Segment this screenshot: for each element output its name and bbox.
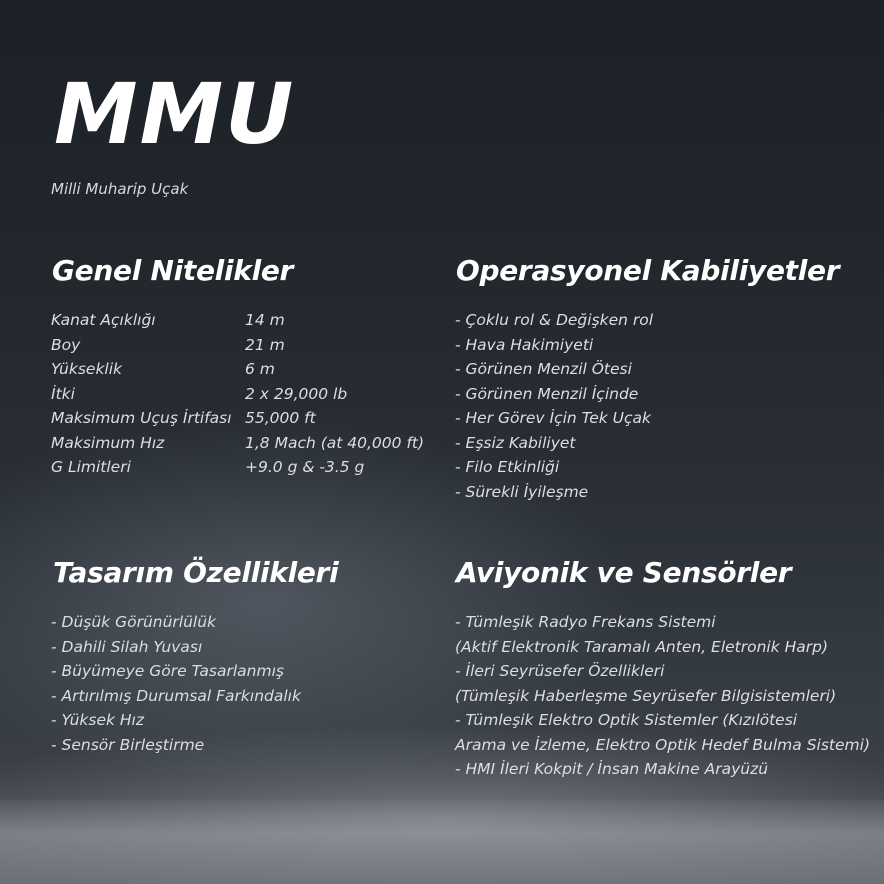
list-item: (Tümleşik Haberleşme Seyrüsefer Bilgisistemleri) (455, 686, 837, 705)
spec-value: 2 x 29,000 lb (245, 384, 348, 403)
list-item: - Tümleşik Elektro Optik Sistemler (Kızılötesi (455, 711, 798, 729)
spec-label: Kanat Açıklığı (51, 311, 156, 329)
list-item: - Sürekli İyileşme (455, 482, 589, 501)
list-item: - Eşsiz Kabiliyet (455, 433, 576, 452)
spec-label: G Limitleri (51, 458, 131, 476)
design-list (51, 610, 301, 757)
spec-value: +9.0 g & -3.5 g (245, 458, 365, 476)
list-item: - İleri Seyrüsefer Özellikleri (455, 662, 665, 680)
list-item: Arama ve İzleme, Elektro Optik Hedef Bulma Sistemi) (455, 735, 870, 754)
spec-row (51, 455, 424, 480)
design-heading: Tasarım Özellikleri (53, 556, 339, 589)
avionics-heading: Aviyonik ve Sensörler (456, 556, 792, 589)
spec-row (51, 382, 424, 407)
avionics-list (455, 610, 870, 782)
list-item: - Görünen Menzil Ötesi (455, 360, 632, 378)
list-item: - Yüksek Hız (51, 711, 144, 729)
spec-row (51, 333, 424, 358)
list-item: - Artırılmış Durumsal Farkındalık (51, 686, 301, 705)
list-item: - Çoklu rol & Değişken rol (455, 311, 654, 329)
spec-label: İtki (51, 384, 75, 403)
spec-label: Maksimum Hız (51, 433, 165, 452)
list-item: - Hava Hakimiyeti (455, 335, 594, 354)
spec-value: 21 m (245, 335, 285, 354)
spec-row (51, 308, 424, 333)
page-title: MMU (54, 65, 296, 163)
operational-list (455, 308, 653, 504)
spec-row (51, 406, 424, 431)
list-item: (Aktif Elektronik Taramalı Anten, Eletronik Harp) (455, 637, 829, 656)
spec-row (51, 357, 424, 382)
general-heading: Genel Nitelikler (52, 254, 294, 287)
page-subtitle: Milli Muharip Uçak (51, 180, 189, 198)
spec-value: 1,8 Mach (at 40,000 ft) (245, 433, 425, 452)
spec-label: Yükseklik (51, 360, 123, 378)
spec-value: 55,000 ft (245, 409, 316, 427)
floor-reflection (0, 800, 884, 884)
list-item: - Düşük Görünürlülük (51, 613, 217, 631)
list-item: - Filo Etkinliği (455, 458, 560, 476)
list-item: - Tümleşik Radyo Frekans Sistemi (455, 613, 716, 631)
spec-row (51, 431, 424, 456)
list-item: - HMI İleri Kokpit / İnsan Makine Arayüzü (455, 760, 769, 778)
list-item: - Her Görev İçin Tek Uçak (455, 409, 651, 427)
list-item: - Dahili Silah Yuvası (51, 637, 203, 656)
list-item: - Büyümeye Göre Tasarlanmış (51, 662, 284, 680)
general-specs-table (51, 308, 424, 480)
operational-heading: Operasyonel Kabiliyetler (456, 254, 840, 287)
list-item: - Görünen Menzil İçinde (455, 384, 639, 403)
spec-label: Maksimum Uçuş İrtifası (51, 409, 232, 427)
spec-value: 14 m (245, 311, 285, 329)
spec-label: Boy (51, 335, 81, 354)
spec-value: 6 m (245, 360, 275, 378)
list-item: - Sensör Birleştirme (51, 735, 205, 754)
